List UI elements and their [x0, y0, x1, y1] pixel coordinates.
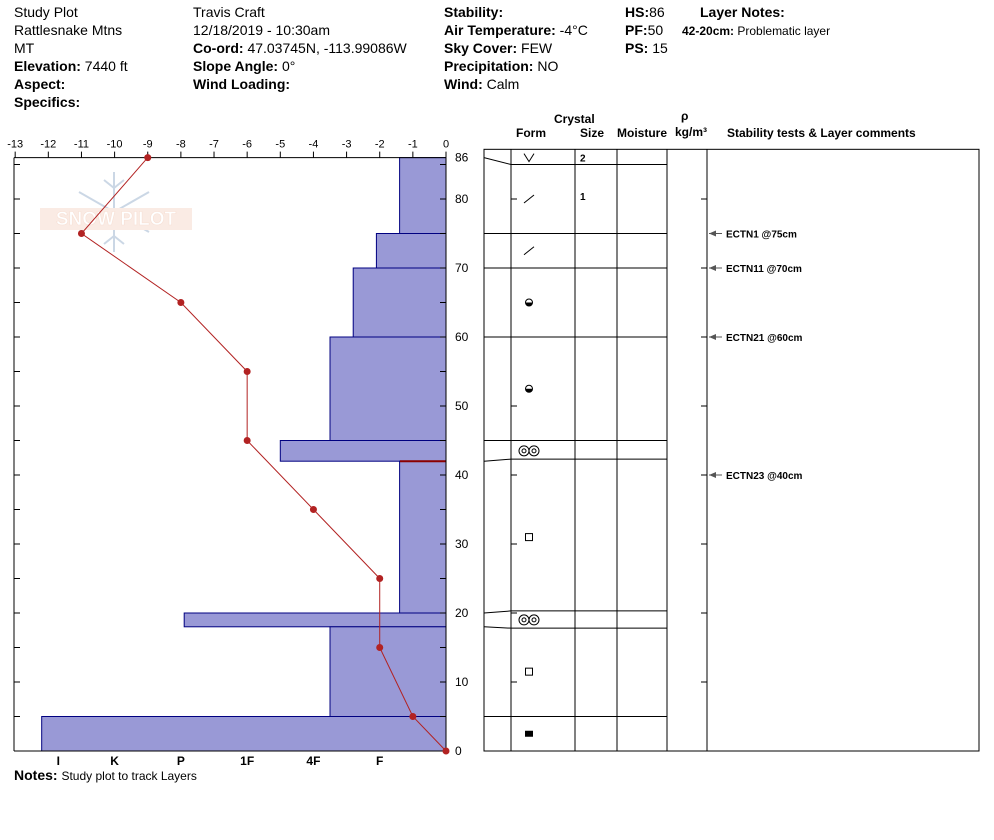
ps: PS: 15	[625, 40, 668, 56]
hardness-bar	[280, 441, 446, 462]
height-tick-label: 0	[455, 744, 462, 758]
stability-header: Stability tests & Layer comments	[727, 126, 916, 140]
hardness-label: K	[110, 754, 119, 768]
pf: PF:50	[625, 22, 664, 38]
sky-cover: Sky Cover: FEW	[444, 40, 553, 56]
layer-notes-title: Layer Notes:	[700, 4, 785, 20]
temp-tick-label: -1	[407, 138, 418, 151]
datetime: 12/18/2019 - 10:30am	[193, 22, 330, 38]
form-surface-hoar-icon	[529, 615, 539, 625]
temperature-point	[78, 230, 85, 237]
size-header: Size	[580, 126, 605, 140]
temp-tick-label: -10	[106, 138, 123, 151]
temp-tick-label: -8	[175, 138, 186, 151]
hardness-bar	[400, 158, 446, 234]
form-surface-hoar-icon	[529, 446, 539, 456]
temperature-point	[376, 575, 383, 582]
hardness-bar	[42, 717, 446, 752]
temp-tick-label: -5	[275, 138, 286, 151]
observer: Travis Craft	[193, 4, 265, 20]
stability-arrowhead	[709, 231, 716, 237]
slope-angle: Slope Angle: 0°	[193, 58, 296, 74]
layer-note: 42-20cm: Problematic layer	[682, 24, 831, 38]
crystal-size: 1	[580, 192, 586, 203]
coordinates: Co-ord: 47.03745N, -113.99086W	[193, 40, 407, 56]
height-tick-label: 80	[455, 192, 469, 206]
temp-tick-label: -3	[341, 138, 352, 151]
form-faceted-icon	[526, 534, 533, 541]
temp-tick-label: -13	[7, 138, 24, 151]
form-surface-hoar-inner-icon	[522, 618, 526, 622]
wind: Wind: Calm	[444, 76, 520, 92]
form-header: Form	[516, 126, 546, 140]
form-decomposed-icon	[524, 195, 534, 203]
temp-tick-label: -4	[308, 138, 319, 151]
hardness-label: P	[176, 754, 185, 768]
hardness-label: 4F	[306, 754, 321, 768]
temperature-point	[376, 644, 383, 651]
density-unit-header: kg/m³	[675, 125, 708, 139]
hs: HS:86	[625, 4, 665, 20]
hardness-bar	[376, 234, 446, 269]
height-tick-label: 70	[455, 261, 469, 275]
crystal-header: Crystal	[554, 112, 595, 126]
rho-header: ρ	[681, 109, 689, 123]
watermark-text: SNOW PILOT	[55, 209, 177, 230]
stability-test-label: ECTN1 @75cm	[726, 229, 797, 241]
temp-tick-label: -6	[242, 138, 253, 151]
temp-tick-label: -11	[73, 138, 90, 151]
aspect: Aspect:	[14, 76, 66, 92]
moisture-header: Moisture	[617, 126, 668, 140]
stability-test-label: ECTN21 @60cm	[726, 333, 803, 344]
hardness-label: I	[56, 754, 60, 768]
height-tick-label: 60	[455, 330, 469, 344]
height-tick-label: 10	[455, 675, 469, 689]
temp-tick-label: -7	[209, 138, 219, 151]
stability-arrowhead	[709, 334, 716, 340]
temp-tick-label: -2	[374, 138, 385, 151]
form-melt-crust-icon	[525, 731, 533, 737]
temperature-point	[310, 506, 317, 513]
temp-tick-label: -12	[40, 138, 57, 151]
form-surface-hoar-inner-icon	[532, 618, 536, 622]
hardness-bar	[184, 613, 446, 627]
elevation: Elevation: 7440 ft	[14, 58, 128, 74]
hardness-bar	[330, 337, 446, 441]
stability-test-label: ECTN11 @70cm	[726, 264, 802, 275]
height-tick-label: 86	[455, 150, 469, 165]
stability: Stability:	[444, 4, 504, 20]
mountain-range: Rattlesnake Mtns	[14, 22, 123, 38]
hardness-bar	[330, 627, 446, 717]
wind-loading: Wind Loading:	[193, 76, 291, 92]
temp-tick-label: -9	[142, 138, 153, 151]
crystal-size: 2	[580, 153, 586, 165]
stability-test-label: ECTN23 @40cm	[726, 471, 803, 482]
temperature-point	[244, 437, 251, 444]
hardness-label: 1F	[240, 754, 255, 768]
notes: Notes: Study plot to track Layers	[14, 767, 197, 783]
form-decomposed-icon	[524, 247, 534, 255]
height-tick-label: 40	[455, 468, 469, 482]
form-surface-hoar-inner-icon	[522, 449, 526, 453]
height-tick-label: 50	[455, 399, 469, 413]
form-faceted-icon	[526, 668, 533, 675]
stability-arrowhead	[709, 472, 716, 478]
temperature-point	[177, 299, 184, 306]
hardness-label: F	[376, 754, 384, 768]
air-temperature: Air Temperature: -4°C	[444, 22, 588, 38]
temperature-point	[409, 713, 416, 720]
hardness-bar	[353, 268, 446, 337]
temperature-point	[144, 154, 151, 161]
form-surface-hoar-icon	[519, 446, 529, 456]
temperature-point	[443, 748, 450, 755]
location: Study Plot	[14, 4, 78, 20]
specifics: Specifics:	[14, 94, 81, 110]
form-new-snow-icon	[524, 154, 534, 162]
temperature-point	[244, 368, 251, 375]
state: MT	[14, 40, 35, 56]
precipitation: Precipitation: NO	[444, 58, 559, 74]
stability-arrowhead	[709, 265, 716, 271]
hardness-bar	[400, 461, 446, 613]
height-tick-label: 30	[455, 537, 469, 551]
temp-tick-label: 0	[442, 138, 450, 151]
height-tick-label: 20	[455, 606, 469, 620]
snowpilot-logo	[40, 172, 192, 252]
form-surface-hoar-icon	[519, 615, 529, 625]
form-surface-hoar-inner-icon	[532, 449, 536, 453]
